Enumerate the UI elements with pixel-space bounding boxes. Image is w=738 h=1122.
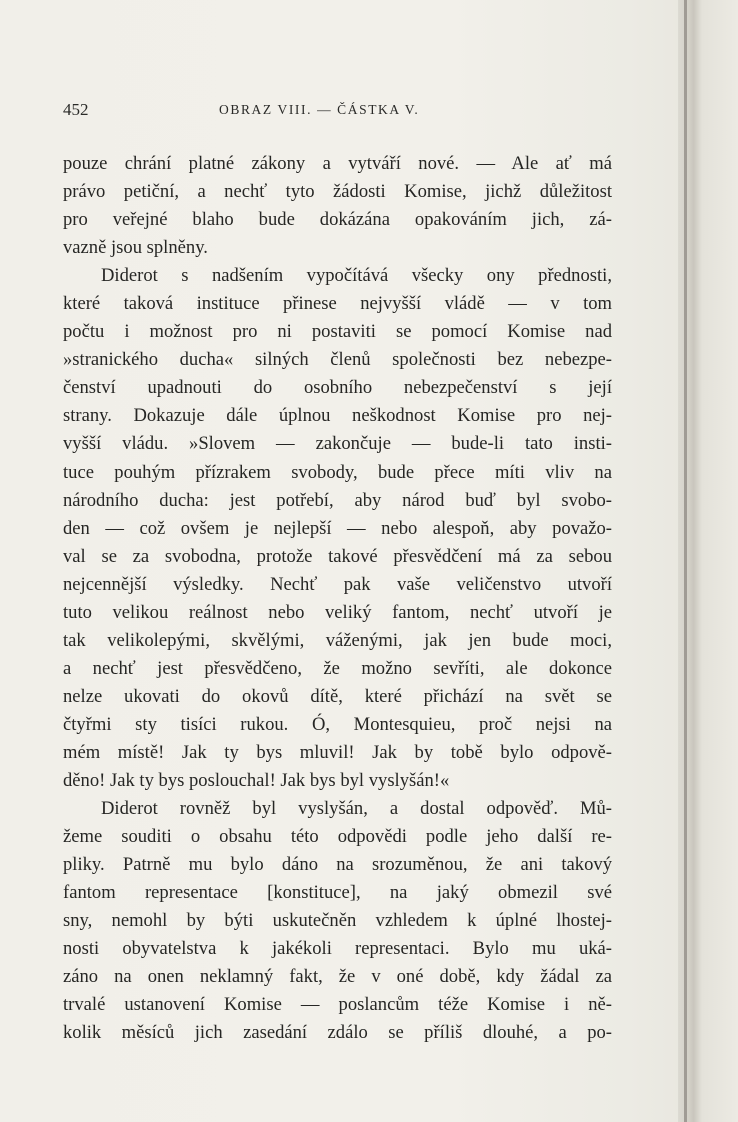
text-line: nelze ukovati do okovů dítě, které přichází na svět se [63,685,612,707]
text-line: žeme souditi o obsahu této odpovědi podle jeho další re- [63,826,612,848]
text-line: nosti obyvatelstva k jakékoli representaci. Bylo mu uká- [63,938,612,960]
binding-edge-line [684,0,687,1122]
text-line: a nechť jest přesvědčeno, že možno sevříti, ale dokonce [63,657,612,679]
text-line: čtyřmi sty tisíci rukou. Ó, Montesquieu, proč nejsi na [63,713,612,735]
text-line: mém místě! Jak ty bys mluvil! Jak by tobě bylo odpově- [63,741,612,763]
text-line: kolik měsíců jich zasedání zdálo se příliš dlouhé, a po- [63,1022,612,1044]
text-line: nejcennější výsledky. Nechť pak vaše veličenstvo utvoří [63,573,612,595]
running-title: OBRAZ VIII. — ČÁSTKA V. [219,102,420,117]
text-line: záno na onen neklamný fakt, že v oné době, kdy žádal za [63,966,612,988]
text-line: »stranického ducha« silných členů společnosti bez nebezpe- [63,349,612,371]
text-line: tuto velikou reálnost nebo veliký fantom, nechť utvoří je [63,601,612,623]
text-line: pro veřejné blaho bude dokázána opakováním jich, zá- [63,209,612,231]
text-line: Diderot s nadšením vypočítává všecky ony přednosti, [101,265,612,287]
text-line: děno! Jak ty bys poslouchal! Jak bys byl vyslyšán!« [63,770,450,792]
page-gutter-shadow [678,0,738,1122]
text-line: čenství upadnouti do osobního nebezpečenství s její [63,377,612,399]
page-number: 452 [63,100,89,119]
text-line: pliky. Patrně mu bylo dáno na srozuměnou, že ani takový [63,854,612,876]
text-line: pouze chrání platné zákony a vytváří nové. — Ale ať má [63,153,612,174]
text-line: trvalé ustanovení Komise — poslancům téže Komise i ně- [63,994,612,1016]
text-line: Diderot rovněž byl vyslyšán, a dostal odpověď. Mů- [101,798,612,820]
text-line: vyšší vládu. »Slovem — zakončuje — bude-li tato insti- [63,433,612,455]
page-header [63,100,623,124]
text-line: počtu i možnost pro ni postaviti se pomocí Komise nad [63,321,612,343]
text-line: právo petiční, a nechť tyto žádosti Komise, jichž důležitost [63,181,612,203]
text-line: den — což ovšem je nejlepší — nebo alespoň, aby považo- [63,517,612,539]
text-line: které taková instituce přinese nejvyšší vládě — v tom [63,293,612,315]
text-line: vazně jsou splněny. [63,237,208,259]
text-line: národního ducha: jest potřebí, aby národ buď byl svobo- [63,489,612,511]
text-line: sny, nemohl by býti uskutečněn vzhledem k úplné lhostej- [63,910,612,932]
text-line: val se za svobodna, protože takové přesvědčení má za sebou [63,545,612,567]
text-line: tak velikolepými, skvělými, váženými, jak jen bude moci, [63,629,612,651]
text-line: tuce pouhým přízrakem svobody, bude přece míti vliv na [63,461,612,483]
text-line: fantom representace [konstituce], na jaký obmezil své [63,882,612,904]
text-line: strany. Dokazuje dále úplnou neškodnost Komise pro nej- [63,405,612,427]
body-text [63,150,612,1048]
